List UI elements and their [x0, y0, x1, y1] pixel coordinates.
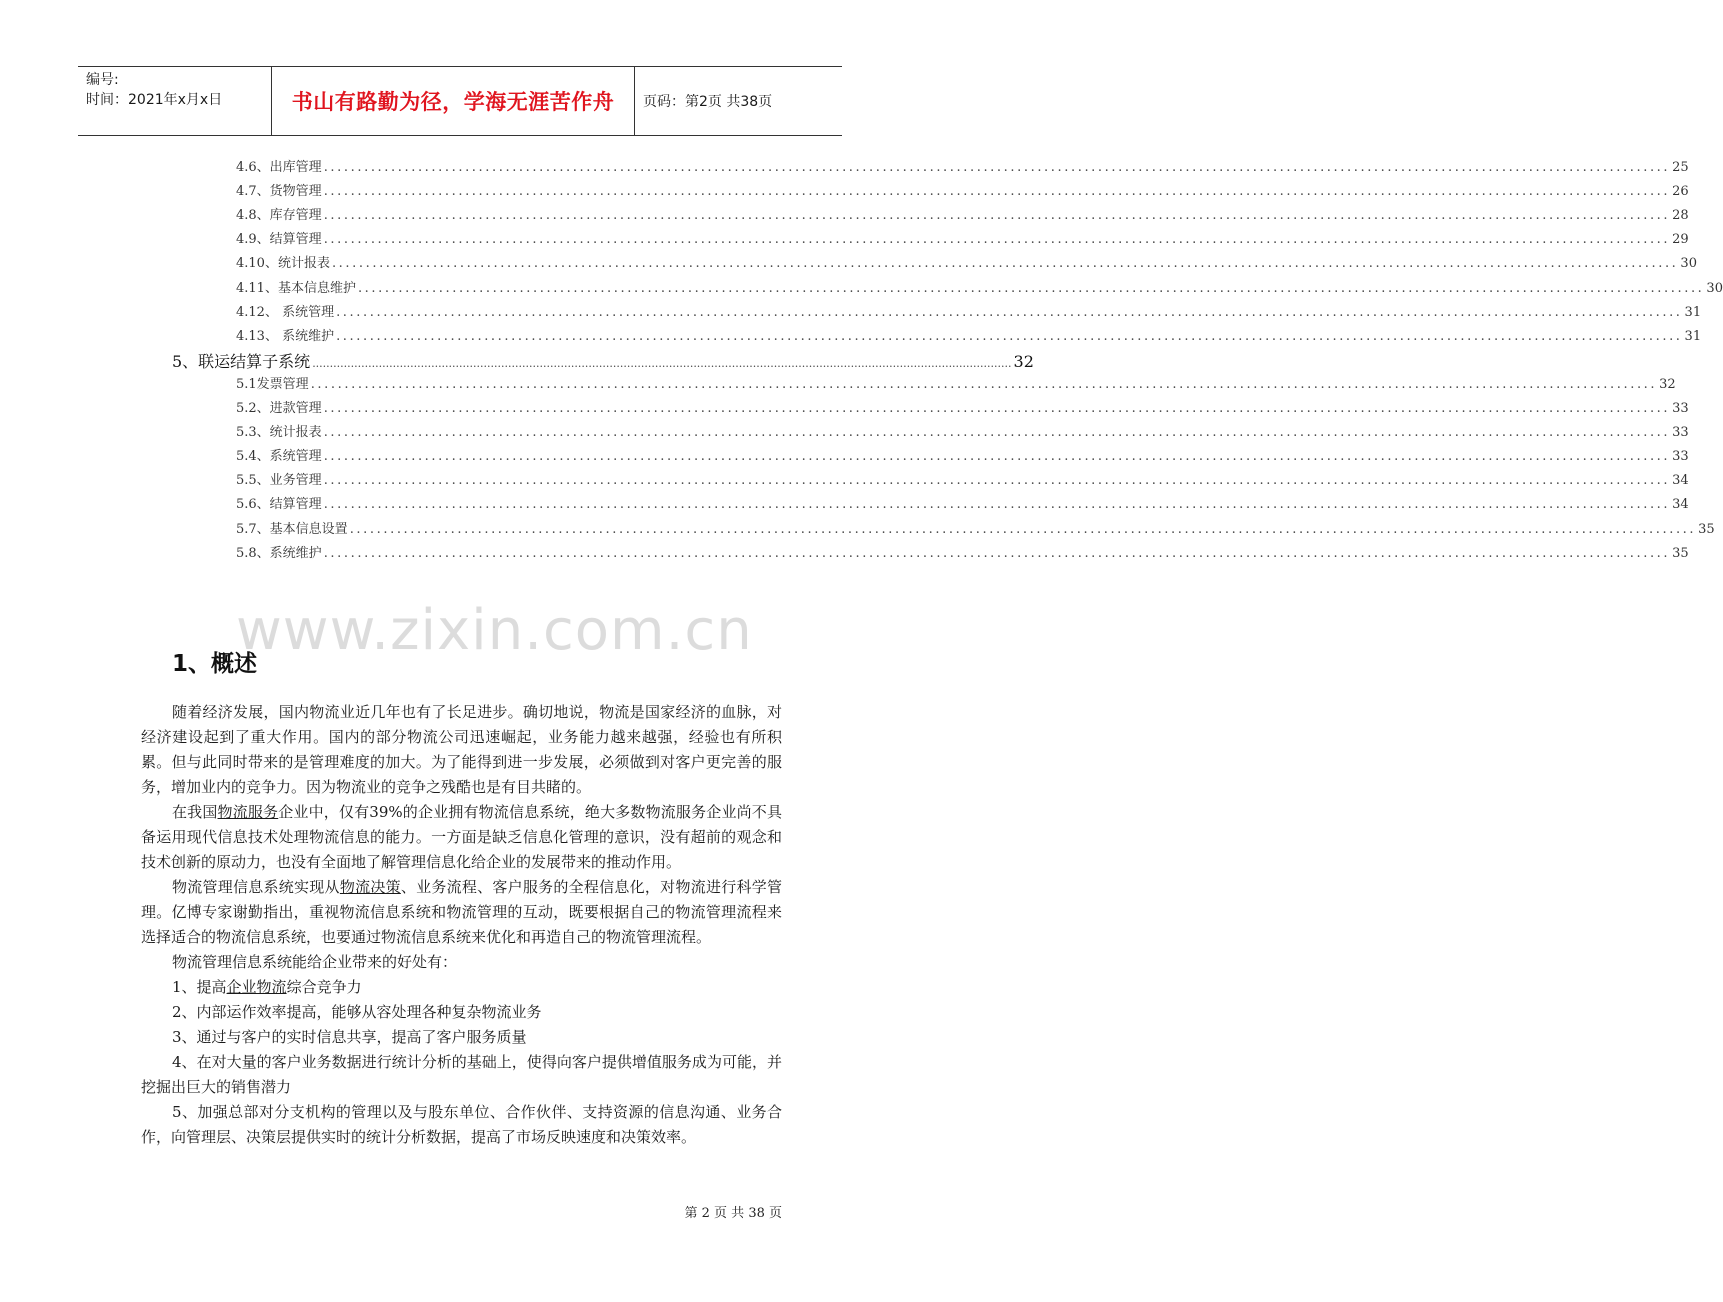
link-logistics-service[interactable]: 物流服务 — [217, 803, 279, 821]
text-span: 1、提高 — [172, 978, 227, 996]
toc-entry[interactable] — [236, 469, 1689, 491]
toc-entry[interactable] — [236, 421, 1689, 443]
header-motto: 书山有路勤为径，学海无涯苦作舟 — [272, 67, 635, 135]
paragraph-4: 物流管理信息系统能给企业带来的好处有： — [172, 953, 458, 971]
toc-leader-dots: ........................................................................................................................................................................................................ — [310, 376, 1658, 392]
toc-entry[interactable] — [236, 252, 1697, 274]
toc-entry-page: 29 — [1672, 232, 1689, 248]
text-span: 、业务流程、客户服务的全程信息化，对物流进行科学管理。亿博专家谢勤指出，重视物流信息系统和物流管理的互动，既要根据自己的物流管理流程来选择适合的物流信息系统，也要通过物流信息系统来优化和再造自己的物流管理流程。 — [141, 878, 782, 946]
toc-entry[interactable] — [236, 325, 1702, 347]
time-label: 时间：2021年x月x日 — [86, 92, 223, 108]
toc-entry-page: 32 — [1013, 351, 1034, 371]
header-page-label: 页码：第2页 共38页 — [643, 94, 773, 110]
toc-entry[interactable] — [236, 542, 1689, 564]
paragraph-1: 随着经济发展，国内物流业近几年也有了长足进步。确切地说，物流是国家经济的血脉，对经济建设起到了重大作用。国内的部分物流公司迅速崛起，业务能力越来越强，经验也有所积累。但与此同时带来的是管理难度的加大。为了能得到进一步发展，必须做到对客户更完善的服务，增加业内的竞争力。因为物流业的竞争之残酷也是有目共睹的。 — [141, 703, 782, 796]
toc-entry[interactable] — [236, 518, 1715, 540]
section-body — [141, 700, 782, 1150]
text-span: 企业中，仅有39%的企业拥有物流信息系统，绝大多数物流服务企业尚不具备运用现代信息技术处理物流信息的能力。一方面是缺乏信息化管理的意识，没有超前的观念和技术创新的原动力，也没有全面地了解管理信息化给企业的发展带来的推动作用。 — [141, 803, 782, 871]
toc-entry-page: 32 — [1659, 376, 1676, 392]
toc-leader-dots: ........................................................................................................................................................................................................ — [323, 232, 1671, 248]
toc-entry-page: 30 — [1706, 280, 1723, 296]
toc-leader-dots: ........................................................................................................................................................................................................ — [323, 160, 1671, 175]
toc-entry[interactable] — [236, 445, 1689, 467]
toc-entry-title: 5.5、业务管理 — [236, 473, 322, 489]
toc-entry-page: 25 — [1672, 160, 1689, 175]
toc-leader-dots: ........................................................................................................................................................................................................ — [331, 256, 1679, 272]
toc-entry[interactable] — [172, 349, 1034, 371]
toc-entry[interactable] — [236, 156, 1689, 178]
toc-entry-page: 28 — [1672, 208, 1689, 224]
toc-entry[interactable] — [236, 204, 1689, 226]
toc-leader-dots: ........................................................................................................................................................................................................ — [357, 280, 1705, 296]
toc-entry-page: 33 — [1672, 449, 1689, 465]
text-span: 物流管理信息系统实现从 — [172, 878, 340, 896]
toc-leader-dots: ........................................................................................................................................................................................................ — [336, 328, 1683, 344]
number-label: 编号: — [86, 72, 119, 88]
toc-leader-dots: ........................................................................................................................................................................................................ — [323, 425, 1671, 441]
text-span: 综合竞争力 — [286, 978, 362, 996]
toc-leader-dots: ........................................................................................................................................................................................................ — [323, 545, 1671, 561]
toc-entry-title: 5.3、统计报表 — [236, 425, 322, 441]
toc-entry-page: 35 — [1672, 545, 1689, 561]
link-logistics-decision[interactable]: 物流决策 — [339, 878, 401, 896]
toc-entry-title: 4.13、 系统维护 — [236, 328, 335, 344]
toc-entry-title: 4.10、统计报表 — [236, 256, 330, 272]
toc-leader-dots: ........................................................................................................................................................................................................ — [323, 401, 1671, 416]
section-heading: 1、概述 — [172, 651, 258, 677]
toc-entry-title: 4.12、 系统管理 — [236, 304, 335, 320]
link-enterprise-logistics[interactable]: 企业物流 — [226, 978, 287, 996]
toc-entry-title: 5.1发票管理 — [236, 376, 309, 392]
toc-entry-title: 5.7、基本信息设置 — [236, 521, 348, 537]
list-item-4: 4、在对大量的客户业务数据进行统计分析的基础上，使得向客户提供增值服务成为可能，并挖掘出巨大的销售潜力 — [141, 1053, 782, 1096]
page-header — [78, 66, 842, 136]
toc-entry[interactable] — [236, 301, 1702, 323]
toc-entry[interactable] — [236, 397, 1689, 419]
list-item-1 — [141, 975, 782, 1000]
toc-leader-dots: ........................................................................................................................................................................................................ — [323, 208, 1671, 224]
page-footer: 第 2 页 共 38 页 — [684, 1206, 782, 1221]
toc-entry-page: 26 — [1672, 184, 1689, 200]
toc-entry[interactable] — [236, 228, 1689, 250]
toc-entry-title: 5.6、结算管理 — [236, 497, 322, 513]
toc-leader-dots: ........................................................................................................................................................................................................ — [323, 449, 1671, 465]
paragraph-2 — [141, 800, 782, 875]
text-span: 在我国 — [172, 803, 218, 821]
list-item-2: 2、内部运作效率提高，能够从容处理各种复杂物流业务 — [172, 1003, 542, 1021]
toc-entry[interactable] — [236, 180, 1689, 202]
paragraph-3 — [141, 875, 782, 950]
toc-leader-dots: ........................................................................................................................................................................................................ — [312, 356, 1012, 370]
toc-leader-dots: ........................................................................................................................................................................................................ — [323, 473, 1671, 489]
toc-entry-title: 4.7、货物管理 — [236, 184, 322, 200]
header-meta — [78, 67, 272, 135]
toc-entry[interactable] — [236, 373, 1676, 395]
list-item-3: 3、通过与客户的实时信息共享，提高了客户服务质量 — [172, 1028, 527, 1046]
watermark: www.zixin.com.cn — [236, 598, 753, 663]
toc-entry-page: 31 — [1684, 328, 1702, 344]
toc-entry-page: 34 — [1672, 473, 1689, 489]
toc-entry-title: 5.4、系统管理 — [236, 449, 322, 465]
toc-entry-page: 33 — [1672, 425, 1689, 441]
toc-entry-page: 33 — [1672, 401, 1689, 416]
toc-entry-page: 34 — [1672, 497, 1689, 513]
toc-entry[interactable] — [236, 277, 1723, 299]
toc-entry-title: 5.8、系统维护 — [236, 545, 322, 561]
toc-entry-title: 4.8、库存管理 — [236, 208, 322, 224]
toc-entry-title: 5.2、进款管理 — [236, 401, 322, 416]
toc-leader-dots: ........................................................................................................................................................................................................ — [323, 184, 1671, 200]
toc-entry-title: 4.9、结算管理 — [236, 232, 322, 248]
toc-leader-dots: ........................................................................................................................................................................................................ — [323, 497, 1671, 513]
toc-leader-dots: ........................................................................................................................................................................................................ — [336, 304, 1683, 320]
toc-entry-title: 5、联运结算子系统 — [172, 351, 311, 371]
toc-leader-dots: ........................................................................................................................................................................................................ — [349, 521, 1697, 537]
toc-entry-page: 35 — [1698, 521, 1715, 537]
toc-entry-title: 4.11、基本信息维护 — [236, 280, 356, 296]
list-item-5: 5、加强总部对分支机构的管理以及与股东单位、合作伙伴、支持资源的信息沟通、业务合作，向管理层、决策层提供实时的统计分析数据，提高了市场反映速度和决策效率。 — [141, 1103, 782, 1146]
toc-entry-page: 30 — [1680, 256, 1697, 272]
toc-entry[interactable] — [236, 493, 1689, 515]
toc-entry-title: 4.6、出库管理 — [236, 160, 322, 175]
toc-entry-page: 31 — [1684, 304, 1702, 320]
